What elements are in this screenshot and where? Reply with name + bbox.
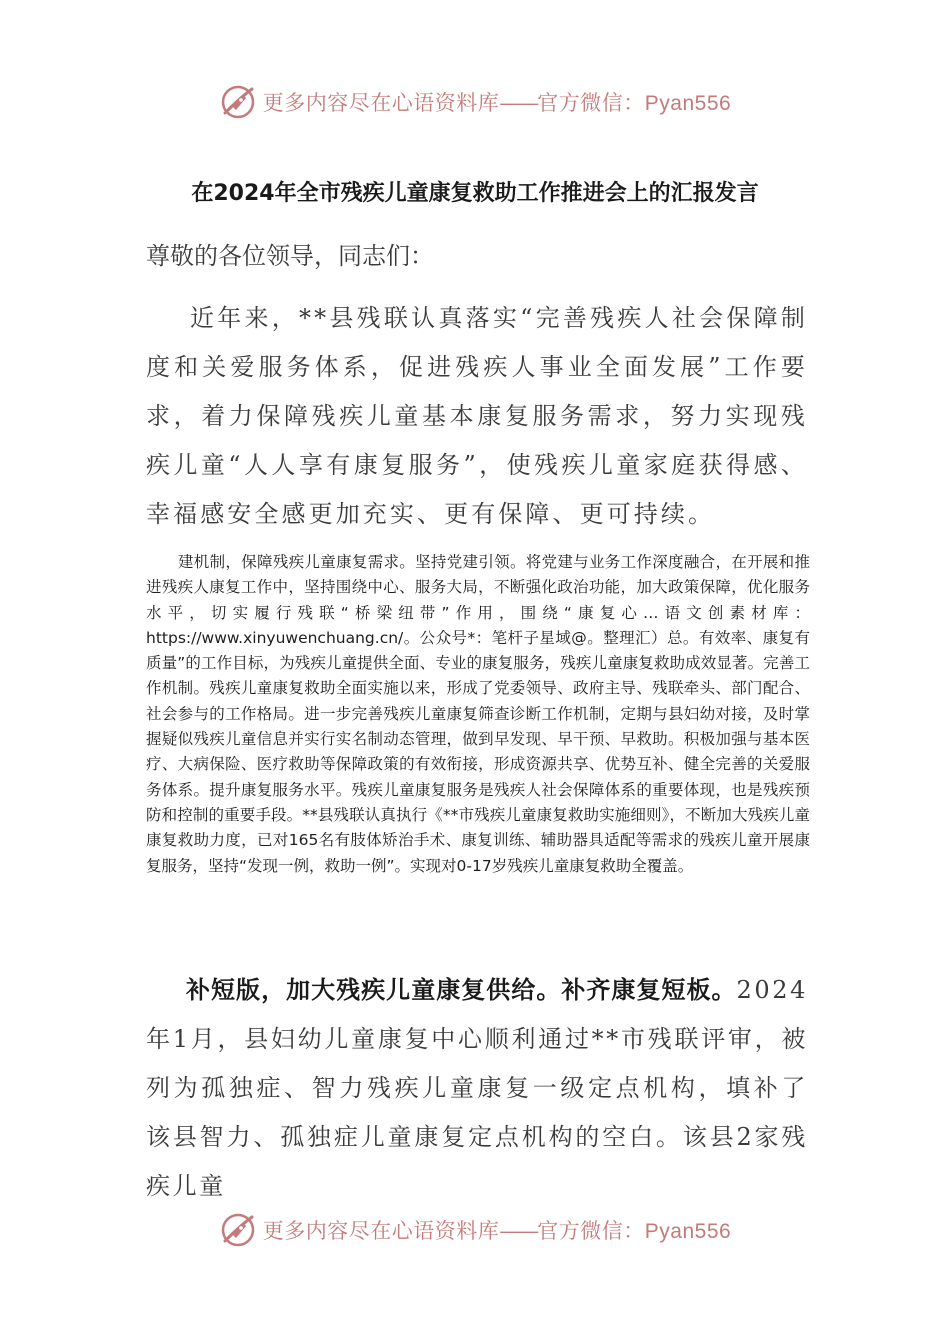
banner-separator: — [499, 91, 519, 115]
banner-separator-2: — [518, 91, 538, 115]
banner-separator: — [499, 1219, 519, 1243]
intro-paragraph: 近年来，**县残联认真落实“完善残疾人社会保障制度和关爱服务体系，促进残疾人事业全面发展”工作要求，着力保障残疾儿童基本康复服务需求，努力实现残疾儿童“人人享有康复服务”，使残疾儿童家庭获得感、幸福感安全感更加充实、更有保障、更可持续。 [146, 304, 808, 528]
section2-lead: 补短版，加大残疾儿童康复供给。补齐康复短板。 [186, 976, 737, 1004]
footer-banner [0, 1206, 950, 1254]
document-title: 在2024年全市残疾儿童康复救助工作推进会上的汇报发言 [191, 181, 759, 206]
pen-nib-logo-icon [219, 1211, 257, 1249]
banner-separator-2: — [518, 1219, 538, 1243]
banner-text-cn: 更多内容尽在心语资料库 [262, 91, 500, 115]
banner-text [263, 87, 731, 117]
header-banner [0, 78, 950, 126]
banner-text-official: 官方微信： [537, 91, 645, 115]
banner-text-cn: 更多内容尽在心语资料库 [262, 1219, 500, 1243]
section2-body: 2024年1月，县妇幼儿童康复中心顺利通过**市残联评审，被列为孤独症、智力残疾儿童康复一级定点机构，填补了该县智力、孤独症儿童康复定点机构的空白。该县2家残疾儿童 [146, 976, 808, 1200]
banner-wechat-id: Pyan556 [644, 1220, 732, 1243]
section2-paragraph [146, 966, 808, 1211]
pen-nib-logo-icon [219, 83, 257, 121]
banner-text [263, 1215, 731, 1245]
banner-text-official: 官方微信： [537, 1219, 645, 1243]
body-paragraph-mechanism: 建机制，保障残疾儿童康复需求。坚持党建引领。将党建与业务工作深度融合，在开展和推进残疾人康复工作中，坚持围绕中心、服务大局，不断强化政治功能，加大政策保障，优化服务水平，切实履行残联“桥梁纽带”作用，围绕“康复心…语文创素材库：https://www.xinyuwenchuang.cn/。公众号*：笔杆子星域@。整理汇）总。有效率、康复有质量”的工作目标，为残疾儿童提供全面、专业的康复服务，残疾儿童康复救助成效显著。完善工作机制。残疾儿童康复救助全面实施以来，形成了党委领导、政府主导、残联牵头、部门配合、社会参与的工作格局。进一步完善残疾儿童康复筛查诊断工作机制，定期与县妇幼对接，及时掌握疑似残疾儿童信息并实行实名制动态管理，做到早发现、早干预、早救助。积极加强与基本医疗、大病保险、医疗救助等保障政策的有效衔接，形成资源共享、优势互补、健全完善的关爱服务体系。提升康复服务水平。残疾儿童康复服务是残疾人社会保障体系的重要体现，也是残疾预防和控制的重要手段。**县残联认真执行《**市残疾儿童康复救助实施细则》，不断加大残疾儿童康复救助力度，已对165名有肢体矫治手术、康复训练、辅助器具适配等需求的残疾儿童开展康复服务，坚持“发现一例，救助一例”。实现对0-17岁残疾儿童康复救助全覆盖。 [146, 553, 810, 875]
banner-wechat-id: Pyan556 [644, 92, 732, 115]
salutation: 尊敬的各位领导，同志们： [146, 242, 434, 270]
